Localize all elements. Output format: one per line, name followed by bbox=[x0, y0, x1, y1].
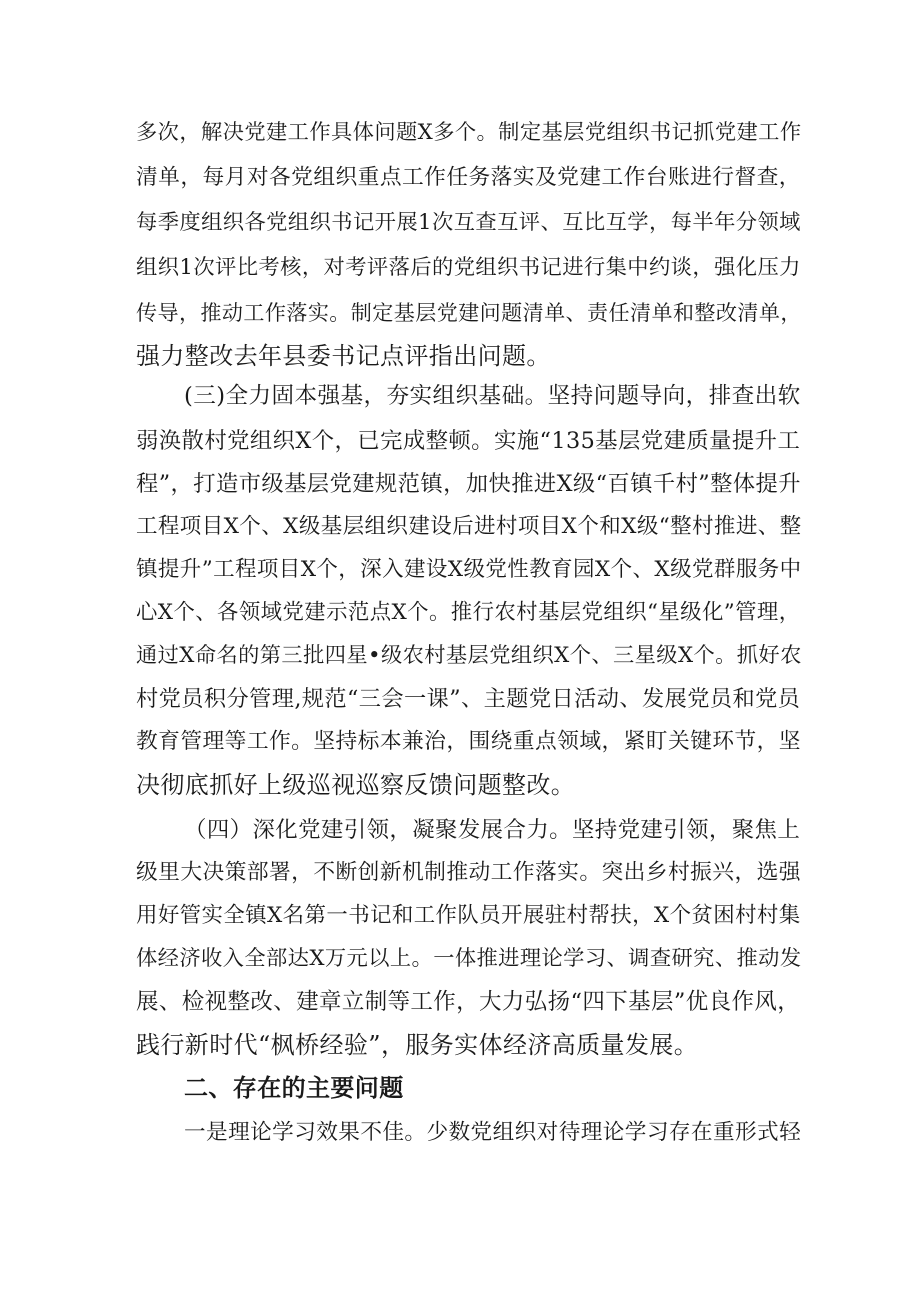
text-line: 教育管理等工作。坚持标本兼治，围绕重点领域，紧盯关键环节，坚 bbox=[136, 729, 801, 754]
text-line: 强力整改去年县委书记点评指出问题。 bbox=[136, 342, 551, 370]
section-heading: 二、存在的主要问题 bbox=[184, 1074, 404, 1102]
text-line: 展、检视整改、建章立制等工作，大力弘扬“四下基层”优良作风， bbox=[136, 989, 801, 1015]
text-line: 践行新时代“枫桥经验”，服务实体经济高质量发展。 bbox=[136, 1031, 699, 1059]
text-line: 级里大决策部署，不断创新机制推动工作落实。突出乡村振兴，选强 bbox=[136, 860, 801, 885]
text-line: 用好管实全镇X名第一书记和工作队员开展驻村帮扶，X个贫困村村集 bbox=[136, 903, 801, 928]
text-line: 心X个、各领域党建示范点X个。推行农村基层党组织“星级化”管理， bbox=[136, 600, 801, 625]
text-line: (三)全力固本强基，夯实组织基础。坚持问题导向，排查出软 bbox=[184, 383, 801, 409]
text-line: 清单，每月对各党组织重点工作任务落实及党建工作台账进行督查， bbox=[136, 165, 801, 190]
text-line: 镇提升”工程项目X个，深入建设X级党性教育园X个、X级党群服务中 bbox=[136, 557, 802, 582]
text-line: 传导，推动工作落实。制定基层党建问题清单、责任清单和整改清单， bbox=[136, 300, 802, 325]
text-line: 一是理论学习效果不佳。少数党组织对待理论学习存在重形式轻 bbox=[184, 1120, 802, 1145]
text-line: 通过X命名的第三批四星•级农村基层党组织X个、三星级X个。抓好农 bbox=[136, 643, 802, 668]
text-line: 工程项目X个、X级基层组织建设后进村项目X个和X级“整村推进、整 bbox=[136, 514, 802, 539]
text-line: 弱涣散村党组织X个，已完成整顿。实施“135基层党建质量提升工 bbox=[136, 428, 801, 454]
text-line: 程”，打造市级基层党建规范镇，加快推进X级“百镇千村”整体提升 bbox=[136, 471, 801, 497]
text-line: 体经济收入全部达X万元以上。一体推进理论学习、调查研究、推动发 bbox=[136, 946, 802, 971]
text-line: 村党员积分管理,规范“三会一课”、主题党日活动、发展党员和党员 bbox=[136, 686, 801, 712]
text-line: 每季度组织各党组织书记开展1次互查互评、互比互学，每半年分领域 bbox=[136, 210, 801, 235]
text-line: 决彻底抓好上级巡视巡察反馈问题整改。 bbox=[136, 771, 576, 799]
text-line: 多次，解决党建工作具体问题X多个。制定基层党组织书记抓党建工作 bbox=[136, 120, 802, 145]
text-line: 组织1次评比考核，对考评落后的党组织书记进行集中约谈，强化压力 bbox=[136, 255, 801, 280]
text-line: （四）深化党建引领，凝聚发展合力。坚持党建引领，聚焦上 bbox=[184, 817, 801, 843]
